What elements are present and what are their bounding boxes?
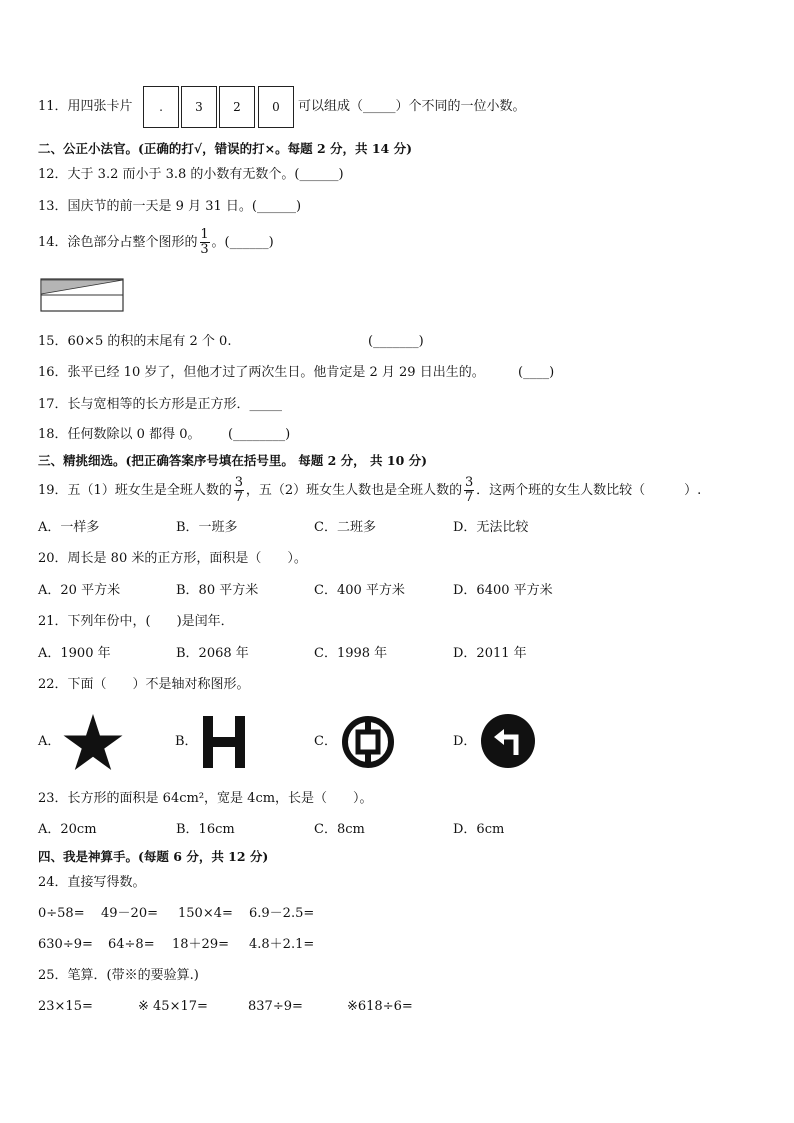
q19-option-d[interactable]: D．无法比较 (453, 520, 529, 535)
q11-text: 11．用四张卡片 (38, 99, 133, 114)
question-14 (38, 228, 274, 258)
section-2-heading: 二、公正小法官。(正确的打√，错误的打×。每题 2 分，共 14 分) (38, 141, 413, 156)
q20-option-c[interactable]: C．400 平方米 (314, 583, 405, 598)
q23-option-a[interactable]: A．20cm (38, 822, 97, 837)
q14-after: 。(______) (211, 235, 274, 250)
q25-item-4: ※618÷6= (347, 999, 413, 1014)
q21-option-a[interactable]: A．1900 年 (38, 646, 111, 661)
card-4: 0 (258, 86, 294, 128)
question-22: 22．下面（ ）不是轴对称图形。 (38, 677, 250, 692)
q11-after: 可以组成（_____）个不同的一位小数。 (298, 99, 526, 114)
q23-option-c[interactable]: C．8cm (314, 822, 365, 837)
card-3: 2 (219, 86, 255, 128)
q22-option-a-label[interactable]: A． (38, 734, 61, 749)
q25-item-1: 23×15= (38, 999, 93, 1014)
q19-part3: ．这两个班的女生人数比较（ ）. (476, 483, 702, 498)
letter-h-icon (203, 716, 245, 768)
card-2: 3 (181, 86, 217, 128)
section-4-heading: 四、我是神算手。(每题 6 分，共 12 分) (38, 849, 269, 864)
q25-item-3: 837÷9= (248, 999, 303, 1014)
q19-part2: ，五（2）班女生人数也是全班人数的 (245, 483, 463, 498)
q24-item-7: 18＋29= (172, 937, 229, 952)
star-icon (62, 714, 124, 770)
section-3-heading: 三、精挑细选。(把正确答案序号填在括号里。 每题 2 分， 共 10 分) (38, 453, 428, 468)
q20-option-d[interactable]: D．6400 平方米 (453, 583, 553, 598)
question-13: 13．国庆节的前一天是 9 月 31 日。(______) (38, 199, 302, 214)
q24-item-8: 4.8＋2.1= (249, 937, 315, 952)
card-1: . (143, 86, 179, 128)
question-24: 24．直接写得数。 (38, 875, 146, 890)
q16-answer-blank[interactable]: (____) (518, 365, 555, 380)
q23-option-b[interactable]: B．16cm (176, 822, 235, 837)
q20-option-a[interactable]: A．20 平方米 (38, 583, 121, 598)
question-16: 16．张平已经 10 岁了，但他才过了两次生日。他肯定是 2 月 29 日出生的。 (38, 365, 485, 380)
q24-item-3: 150×4= (178, 906, 233, 921)
question-25: 25．笔算．(带※的要验算.) (38, 968, 199, 983)
q14-before: 14．涂色部分占整个图形的 (38, 235, 198, 250)
question-17: 17．长与宽相等的长方形是正方形．_____ (38, 397, 283, 412)
q19-option-a[interactable]: A．一样多 (38, 520, 100, 535)
q19-part1: 19．五（1）班女生是全班人数的 (38, 483, 232, 498)
q21-option-d[interactable]: D．2011 年 (453, 646, 527, 661)
q23-option-d[interactable]: D．6cm (453, 822, 505, 837)
fraction-three-sevenths-a: $\frac{3}{7}$ (234, 475, 243, 505)
q24-item-1: 0÷58= (38, 906, 85, 921)
shaded-rectangle-figure (40, 278, 124, 312)
q22-option-b-label[interactable]: B． (175, 734, 198, 749)
q20-option-b[interactable]: B．80 平方米 (176, 583, 259, 598)
q24-item-4: 6.9－2.5= (249, 906, 315, 921)
left-turn-sign-icon (480, 713, 536, 769)
q15-answer-blank[interactable]: (_______) (368, 334, 424, 349)
fraction-one-third: $\frac{1}{3}$ (200, 227, 209, 257)
fraction-three-sevenths-b: $\frac{3}{7}$ (464, 475, 474, 505)
q22-option-c-label[interactable]: C． (314, 734, 337, 749)
q24-item-5: 630÷9= (38, 937, 93, 952)
q19-option-c[interactable]: C．二班多 (314, 520, 376, 535)
question-12: 12．大于 3.2 而小于 3.8 的小数有无数个。(______) (38, 167, 344, 182)
q21-option-c[interactable]: C．1998 年 (314, 646, 388, 661)
question-20: 20．周长是 80 米的正方形，面积是（ ）。 (38, 551, 307, 566)
question-18: 18．任何数除以 0 都得 0。 (38, 427, 201, 442)
q25-item-2: ※ 45×17= (138, 999, 208, 1014)
q21-option-b[interactable]: B．2068 年 (176, 646, 249, 661)
question-23: 23．长方形的面积是 64cm²，宽是 4cm，长是（ ）。 (38, 791, 373, 806)
question-21: 21．下列年份中，( )是闰年． (38, 614, 234, 629)
q24-item-2: 49－20= (101, 906, 158, 921)
q22-option-d-label[interactable]: D． (453, 734, 477, 749)
question-19 (38, 476, 701, 506)
q18-answer-blank[interactable]: (________) (228, 427, 291, 442)
q19-option-b[interactable]: B．一班多 (176, 520, 238, 535)
q24-item-6: 64÷8= (108, 937, 155, 952)
bank-logo-icon (341, 715, 395, 769)
question-11 (38, 98, 133, 116)
question-15: 15．60×5 的积的末尾有 2 个 0. (38, 334, 232, 349)
